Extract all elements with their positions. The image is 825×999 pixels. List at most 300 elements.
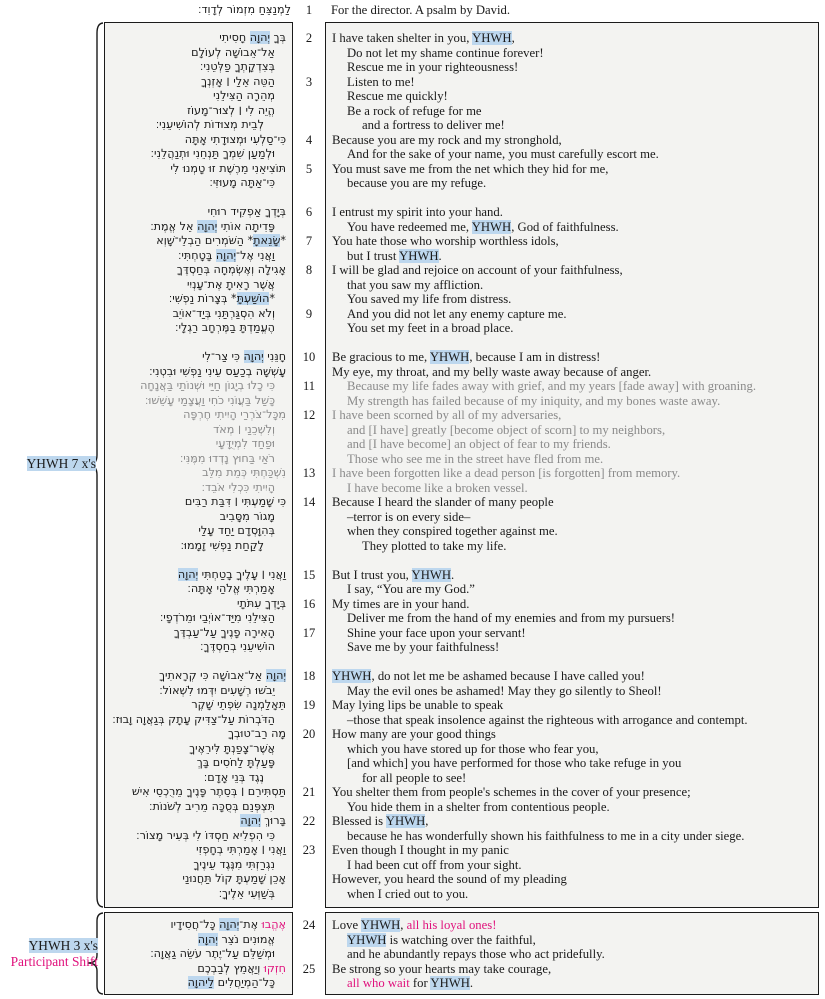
text-segment: and he abundantly repays those who act pridefully. (347, 947, 605, 961)
verse-number: 7 (305, 234, 313, 248)
text-segment: תּוֹצִיאֵנִי מֵרֶשֶׁת זוּ טָמְנוּ לִי (170, 161, 286, 175)
highlighted-term: שָׂנֵאתָ (253, 234, 281, 247)
text-segment: Be a rock of refuge for me (347, 103, 482, 118)
text-segment: נֶגֶד בְּנֵי אָדָם׃ (203, 770, 264, 784)
text-segment: May the evil ones be ashamed! May they go silently to Sheol! (347, 683, 662, 698)
hebrew-line (108, 756, 286, 771)
text-segment: for all people to see! (362, 770, 467, 785)
annotation-yhwh-3-times (0, 938, 98, 953)
verse-number: 10 (302, 350, 316, 364)
hebrew-line (108, 31, 286, 46)
highlighted-term: YHWH (385, 814, 426, 828)
hebrew-line (108, 379, 286, 394)
text-segment: My strength has failed because of my iniquity, and my bones waste away. (347, 393, 721, 408)
text-segment: Be strong so your hearts may take courage, (332, 961, 552, 976)
hebrew-line (108, 234, 286, 249)
hebrew-line (108, 698, 286, 713)
text-segment: Even though I thought in my panic (332, 843, 509, 857)
hebrew-line (108, 350, 286, 365)
highlighted-term: YHWH (399, 248, 439, 263)
hebrew-line (108, 962, 286, 977)
english-line (332, 60, 815, 75)
english-line (332, 800, 815, 815)
english-line (332, 46, 815, 61)
english-line (332, 611, 815, 626)
hebrew-line (108, 307, 286, 322)
text-segment: כִּי־סַלְעִי וּמְצוּדָתִי אָתָּה (184, 132, 286, 146)
verse-number (294, 756, 324, 771)
emphasis-term: all his loyal ones! (406, 918, 497, 932)
text-segment: וַאֲנִי ׀ עָלֶיךָ בָטַחְתִּי (198, 567, 286, 581)
text-segment: אֲשֶׁר רָאִיתָ אֶת־עָנְיִי (187, 277, 275, 291)
hebrew-line (108, 976, 286, 991)
text-segment: is watching over the faithful, (386, 932, 536, 947)
text-segment: How many are your good things (332, 727, 496, 741)
hebrew-line (108, 887, 286, 902)
verse-number: 13 (302, 466, 316, 480)
text-segment: בָּרוּךְ (260, 814, 286, 827)
text-segment: וְלֹא הִסְגַּרְתַּנִי בְּיַד־אוֹיֵב (172, 306, 275, 320)
verse-number: 14 (302, 495, 316, 509)
hebrew-line (108, 89, 286, 104)
text-segment: I have been scorned by all of my adversaries, (332, 408, 562, 422)
highlighted-term: יְהוָה (240, 814, 261, 827)
highlighted-term: YHWH (332, 669, 372, 683)
verse-number (294, 278, 324, 293)
text-segment: I say, “You are my God.” (347, 582, 475, 596)
hebrew-line (108, 918, 286, 933)
text-segment: –terror is on every side– (347, 509, 471, 524)
english-line (332, 829, 815, 844)
text-segment: . (451, 567, 455, 582)
english-line (332, 858, 815, 873)
english-line (332, 947, 815, 962)
text-segment: * (269, 292, 275, 305)
text-segment: because he has wonderfully shown his faithfulness to me in a city under siege. (347, 828, 745, 843)
hebrew-line (108, 947, 286, 962)
stanza-gap (108, 336, 286, 351)
text-segment: Rescue me quickly! (347, 89, 448, 103)
hebrew-line (108, 408, 286, 423)
text-segment: רֹאַי בַּחוּץ נָדְדוּ מִמֶּנִּי׃ (179, 451, 275, 465)
verse-number: 12 (302, 408, 316, 422)
text-segment: However, you heard the sound of my pleading (332, 872, 567, 886)
highlighted-term: YHWH (347, 932, 387, 947)
text-segment: You have redeemed me, (347, 219, 472, 234)
hebrew-line (108, 785, 286, 800)
hebrew-line (108, 75, 286, 90)
text-segment: . (438, 248, 442, 263)
hebrew-line (108, 466, 286, 481)
verse-number (294, 582, 324, 597)
text-segment: Shine your face upon your servant! (347, 625, 526, 640)
text-segment: תֵּאָלַמְנָה שִׂפְתֵי שָׁקֶר (191, 698, 286, 711)
text-segment: and [I have become] an object of fear to my friends. (347, 437, 611, 451)
hebrew-line (108, 843, 286, 858)
emphasis-term: אֶהֱבוּ (261, 918, 286, 931)
text-segment: And for the sake of your name, you must carefully escort me. (347, 147, 659, 161)
hebrew-line (108, 205, 286, 220)
text-segment: because you are my refuge. (347, 176, 487, 190)
hebrew-line (108, 452, 286, 467)
text-segment: מָגוֹר מִסָּבִיב (219, 509, 275, 523)
text-segment: הַדֹּבְרוֹת עַל־צַדִּיק עָתָק בְּגַאֲוָה וָבוּז׃ (112, 712, 275, 726)
english-line (332, 814, 815, 829)
annotation-highlight: YHWH 3 x's (28, 938, 98, 953)
highlighted-term: YHWH (360, 918, 401, 932)
verse-number (294, 249, 324, 264)
stanza-gap (294, 655, 324, 670)
english-line (332, 597, 815, 612)
english-line (332, 669, 815, 684)
hebrew-line (108, 147, 286, 162)
verse-number: 17 (302, 625, 316, 640)
text-segment: בְּךָ (269, 31, 286, 44)
hebrew-line (108, 292, 286, 307)
text-segment: I entrust my spirit into your hand. (332, 205, 503, 219)
stanza-gap (294, 191, 324, 206)
english-line (332, 263, 815, 278)
verse-number: 22 (302, 814, 316, 828)
stanza-gap (108, 553, 286, 568)
english-text-box-2 (325, 912, 819, 995)
hebrew-line (108, 582, 286, 597)
text-segment: וַאֲנִי אֶל־ (236, 248, 275, 262)
text-segment: אָמַרְתִּי אֱלֹהַי אָתָּה׃ (187, 582, 275, 595)
text-segment: אָכֵן שָׁמַעְתָּ קוֹל תַּחֲנוּנַי (182, 872, 286, 885)
verse-number (294, 829, 324, 844)
text-segment: Blessed is (332, 814, 386, 828)
hebrew-line (108, 539, 286, 554)
verse-number: 24 (302, 918, 316, 932)
text-segment: אָגִילָה וְאֶשְׂמְחָה בְּחַסְדֶּךָ (176, 263, 286, 276)
text-segment: My eye, my throat, and my belly waste away because of anger. (332, 364, 652, 379)
hebrew-line (108, 713, 286, 728)
english-line (332, 408, 815, 423)
verse-number (294, 524, 324, 539)
emphasis-term: חִזְקוּ (263, 961, 286, 975)
text-segment: בְּהִוָּסְדָם יַחַד עָלַי (198, 524, 275, 537)
text-segment: My times are in your hand. (332, 596, 470, 611)
hebrew-line (108, 60, 286, 75)
text-segment: * הַשֹּׁמְרִים הַבְלֵי־שָׁוְא (156, 234, 254, 247)
english-line (332, 321, 815, 336)
verse-number (294, 742, 324, 757)
text-segment: They plotted to take my life. (362, 538, 507, 553)
text-segment: עָשְׁשָׁה בְכַעַס עֵינִי נַפְשִׁי וּבִטְנִי׃ (149, 364, 286, 378)
highlighted-term: יְהוָה (197, 219, 218, 233)
text-segment: , (511, 31, 515, 45)
hebrew-line (108, 684, 286, 699)
hebrew-line (108, 263, 286, 278)
text-segment: פָּעַלְתָּ לַחֹסִים בָּךְ (196, 756, 275, 769)
hebrew-line (108, 118, 286, 133)
text-segment: כָּל־חֲסִידָיו (170, 918, 220, 931)
text-segment: כִּי צַר־לִי (202, 350, 244, 363)
english-line (332, 249, 815, 264)
english-line (332, 495, 815, 510)
text-segment: . (469, 976, 474, 990)
highlighted-term: יְהוָה (215, 248, 237, 262)
highlighted-term: יְהוָה (243, 350, 264, 363)
hebrew-line (108, 727, 286, 742)
verse-number (294, 423, 324, 438)
english-line (332, 234, 815, 249)
verse-number (294, 452, 324, 467)
english-line (332, 466, 815, 481)
hebrew-line (108, 800, 286, 815)
english-line (332, 785, 815, 800)
verse-number (294, 933, 324, 948)
text-segment: Love (332, 918, 361, 932)
text-segment: and a fortress to deliver me! (362, 118, 505, 132)
text-segment: בָּטָחְתִּי׃ (178, 248, 216, 262)
text-segment: You saved my life from distress. (347, 292, 512, 306)
text-segment: כִּי כָלוּ בְיָגוֹן חַיַּי וּשְׁנוֹתַי בַּאֲנָחָה (140, 379, 275, 392)
highlighted-term: YHWH (430, 976, 470, 990)
text-segment: כָּל־הַמְיַחֲלִים (214, 976, 275, 989)
english-line (332, 626, 815, 641)
text-segment: יֵבֹשׁוּ רְשָׁעִים יִדְּמוּ לִשְׁאוֹל׃ (159, 683, 275, 697)
text-segment: and [I have] greatly [become object of scorn] to my neighbors, (347, 422, 666, 437)
text-segment: חָנֵּנִי (263, 350, 286, 363)
hebrew-line (108, 742, 286, 757)
text-segment: הָאִירָה פָנֶיךָ עַל־עַבְדֶּךָ (173, 625, 275, 639)
verse-number (294, 771, 324, 786)
verse-number (294, 89, 324, 104)
stanza-gap (332, 655, 815, 670)
text-segment: כִּי־אַתָּה מָעוּזִּי׃ (209, 176, 275, 189)
english-line (332, 220, 815, 235)
text-segment: כִּי הִפְלִיא חַסְדּוֹ לִי בְּעִיר מָצוֹר׃ (136, 828, 275, 842)
text-segment: Because you are my rock and my stronghold, (332, 132, 562, 147)
annotation-participant-shift: Participant Shift (10, 954, 98, 969)
verse-number (294, 46, 324, 61)
verse-number: 19 (302, 698, 316, 712)
english-line (332, 89, 815, 104)
text-segment: מְהֵרָה הַצִּילֵנִי (213, 89, 275, 102)
text-segment: אֶת־ (239, 918, 262, 931)
text-segment: , (400, 918, 407, 932)
hebrew-line (108, 669, 286, 684)
verse-number (294, 887, 324, 902)
verse-number (294, 611, 324, 626)
verse-number (294, 220, 324, 235)
text-segment: בְּיָדְךָ אַפְקִיד רוּחִי (207, 205, 286, 218)
verse-number (294, 176, 324, 191)
text-segment: מָה רַב־טוּבְךָ (227, 727, 286, 740)
highlighted-term: YHWH (429, 350, 470, 364)
english-line (332, 582, 815, 597)
text-segment: תַּסְתִּירֵם ׀ בְּסֵתֶר פָּנֶיךָ מֵרֻכְסֵי אִישׁ (131, 785, 286, 798)
english-line (332, 350, 815, 365)
english-line (332, 278, 815, 293)
verse-number: 20 (302, 727, 316, 741)
verse-number-gutter-2 (294, 918, 324, 991)
verse-number (294, 684, 324, 699)
text-segment: I have taken shelter in you, (332, 31, 473, 45)
text-segment: Deliver me from the hand of my enemies and from my pursuers! (347, 611, 676, 625)
text-segment: I have been forgotten like a dead person [is forgotten] from memory. (332, 466, 681, 480)
text-segment: Do not let my shame continue forever! (347, 45, 544, 60)
text-segment: You set my feet in a broad place. (347, 321, 514, 335)
english-line (332, 205, 815, 220)
emphasis-term: all who wait (347, 976, 410, 990)
highlighted-term: יְהוָה (197, 932, 218, 946)
verse-number: 3 (305, 74, 313, 89)
text-segment: וְיַאֲמֵץ לְבַבְכֶם (197, 961, 264, 975)
text-segment: חָסִיתִי (219, 31, 250, 44)
verse-number: 9 (305, 306, 313, 321)
verse-number (294, 104, 324, 119)
text-segment: when I cried out to you. (347, 886, 469, 901)
text-segment: Those who see me in the street have fled from me. (347, 451, 604, 466)
english-line (332, 104, 815, 119)
english-line (332, 307, 815, 322)
text-segment: You hide them in a shelter from contentious people. (347, 799, 610, 814)
text-segment: כִּי שָׁמַעְתִּי ׀ דִּבַּת רַבִּים (184, 495, 286, 508)
text-segment: וּמְשַׁלֵּם עַל־יֶתֶר עֹשֵׂה גַאֲוָה׃ (150, 947, 275, 960)
hebrew-line (108, 133, 286, 148)
text-segment: הֶעֱמַדְתָּ בַמֶּרְחָב רַגְלָי׃ (175, 321, 275, 334)
verse-number (294, 292, 324, 307)
hebrew-line (108, 872, 286, 887)
english-line (332, 713, 815, 728)
stanza-gap (108, 191, 286, 206)
hebrew-line (108, 495, 286, 510)
verse-number (294, 713, 324, 728)
hebrew-line (108, 162, 286, 177)
stanza-gap (108, 655, 286, 670)
superscription-hebrew: לַמְנַצֵּחַ מִזְמוֹר לְדָוִד׃ (198, 3, 291, 16)
verse-number (294, 60, 324, 75)
text-segment: for (409, 976, 431, 990)
text-segment: לָקַחַת נַפְשִׁי זָמָמוּ׃ (180, 538, 264, 552)
hebrew-text-box-1 (104, 22, 293, 908)
verse-number: 23 (302, 843, 316, 857)
highlighted-term: יְהוָה (249, 31, 270, 44)
english-line (332, 756, 815, 771)
english-line (332, 452, 815, 467)
verse-number (294, 858, 324, 873)
text-segment: * בְּצָרוֹת נַפְשִׁי׃ (168, 292, 237, 305)
english-line (332, 684, 815, 699)
hebrew-line (108, 524, 286, 539)
english-line (332, 481, 815, 496)
stanza-gap (332, 553, 815, 568)
highlighted-term: הוֹשַׁעְתָּ (236, 292, 270, 305)
english-line (332, 524, 815, 539)
text-segment: הוֹשִׁיעֵנִי בְחַסְדֶּךָ׃ (200, 640, 275, 653)
hebrew-line (108, 365, 286, 380)
english-line (332, 698, 815, 713)
text-segment: I will be glad and rejoice on account of your faithfulness, (332, 263, 623, 277)
text-segment: אַל־אֵבוֹשָׁה לְעוֹלָם (191, 45, 275, 59)
highlighted-term: YHWH (411, 567, 452, 582)
verse-number (294, 321, 324, 336)
english-line (332, 75, 815, 90)
english-line (332, 771, 815, 786)
verse-number: 4 (305, 132, 313, 147)
verse-number-gutter-1 (294, 31, 324, 901)
stanza-gap (332, 191, 815, 206)
verse-number (294, 147, 324, 162)
english-line (332, 118, 815, 133)
superscription-verse-number: 1 (305, 3, 313, 17)
verse-number (294, 947, 324, 962)
text-segment: which you have stored up for those who fear you, (347, 741, 599, 756)
english-line (332, 365, 815, 380)
verse-number: 18 (302, 669, 316, 683)
verse-number: 25 (302, 961, 316, 976)
annotation-yhwh-7-times (0, 456, 96, 471)
verse-number (294, 118, 324, 133)
english-line (332, 933, 815, 948)
text-segment: when they conspired together against me. (347, 524, 558, 538)
hebrew-line (108, 481, 286, 496)
hebrew-line (108, 104, 286, 119)
highlighted-term: YHWH (471, 219, 512, 234)
english-line (332, 147, 815, 162)
text-segment: Rescue me in your righteousness! (347, 60, 519, 74)
stanza-gap (332, 336, 815, 351)
english-line (332, 162, 815, 177)
english-line (332, 568, 815, 583)
text-segment: I have become like a broken vessel. (347, 480, 528, 495)
text-segment: וְלִשְׁכֵנַי ׀ מְאֹד (213, 422, 275, 436)
hebrew-line (108, 771, 286, 786)
english-line (332, 640, 815, 655)
hebrew-line (108, 597, 286, 612)
highlighted-term: לַיהוָה (187, 976, 215, 989)
english-line (332, 292, 815, 307)
text-segment: פָּדִיתָה אוֹתִי (217, 219, 275, 233)
hebrew-line (108, 176, 286, 191)
hebrew-line (108, 394, 286, 409)
text-segment: אֵל אֱמֶת׃ (150, 219, 198, 233)
verse-number (294, 976, 324, 991)
hebrew-line (108, 814, 286, 829)
text-segment: וּפַחַד לִמְיֻדָּעָי (215, 437, 275, 450)
hebrew-line (108, 46, 286, 61)
text-segment: [and which] you have performed for those who take refuge in you (347, 756, 682, 770)
verse-number (294, 394, 324, 409)
verse-number: 15 (302, 567, 316, 582)
verse-number (294, 437, 324, 452)
text-segment: בְּשַׁוְּעִי אֵלֶיךָ׃ (218, 886, 275, 900)
text-segment: Because I heard the slander of many people (332, 495, 554, 509)
highlighted-term: יְהוָה (265, 669, 286, 682)
english-line (332, 872, 815, 887)
text-segment: הַצִּילֵנִי מִיַּד־אוֹיְבַי וּמֵרֹדְפָי׃ (160, 611, 275, 624)
hebrew-line (108, 220, 286, 235)
hebrew-line (108, 321, 286, 336)
text-segment: May lying lips be unable to speak (332, 698, 504, 712)
english-line (332, 394, 815, 409)
text-segment: וּלְמַעַן שִׁמְךָ תַּנְחֵנִי וּתְנַהֲלֵנִי׃ (150, 147, 275, 160)
english-text-box-1 (325, 22, 819, 908)
verse-number: 8 (305, 263, 313, 277)
text-segment: אֱמוּנִים נֹצֵר (217, 932, 275, 946)
english-line (332, 539, 815, 554)
english-line (332, 962, 815, 977)
highlighted-term: יְהוָה (177, 567, 199, 581)
text-segment: but I trust (347, 248, 400, 263)
verse-number: 6 (305, 205, 313, 219)
text-segment: Save me by your faithfulness! (347, 640, 500, 654)
english-line (332, 918, 815, 933)
hebrew-line (108, 437, 286, 452)
